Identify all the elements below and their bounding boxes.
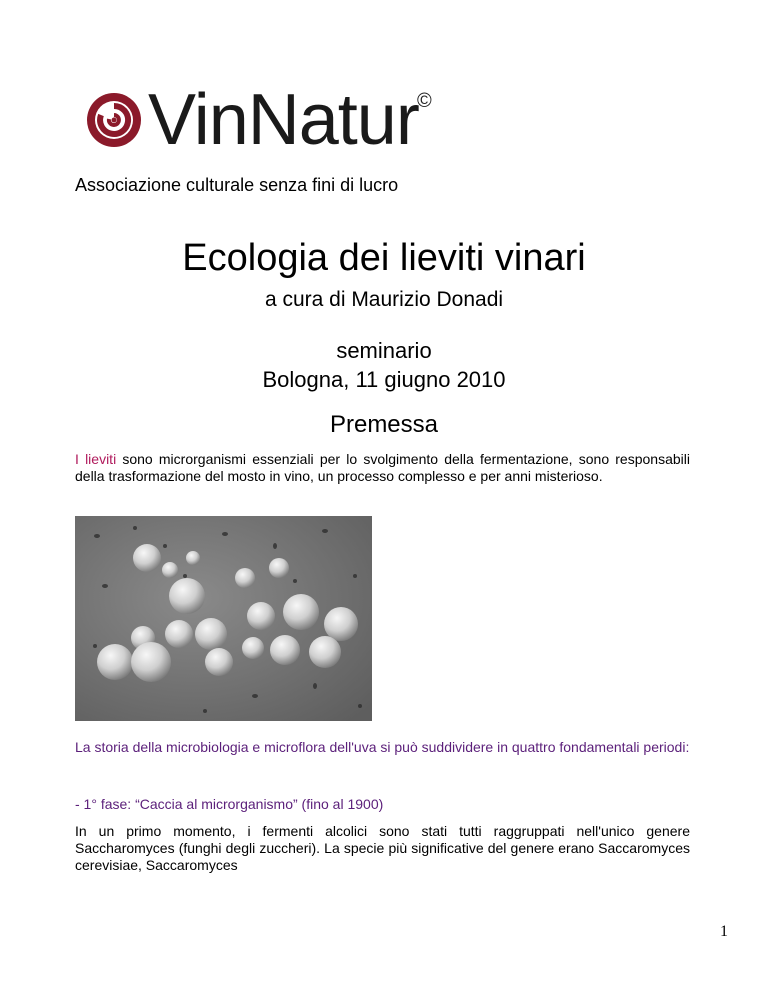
storia-paragraph: La storia della microbiologia e microflora dell'uva si può suddividere in quattro fondamentali periodi:: [75, 739, 690, 755]
logo-wordmark: VinNatur: [148, 80, 419, 160]
page-number: 1: [720, 923, 728, 940]
event-place-date: Bologna, 11 giugno 2010: [262, 367, 506, 392]
spiral-logo-icon: [82, 80, 148, 160]
event-type: seminario: [336, 338, 432, 363]
yeast-cells-graphic: [75, 516, 372, 721]
fase1-heading: - 1° fase: “Caccia al microrganismo” (fino al 1900): [75, 796, 384, 812]
fase1-paragraph: In un primo momento, i fermenti alcolici sono stati tutti raggruppati nell'unico genere Saccharomyces (funghi degli zuccheri). La specie più significative del genere erano Saccaromyces cerevisiae, Saccaromyces: [75, 823, 690, 873]
section-heading: Premessa: [329, 411, 439, 438]
intro-highlight: I lieviti: [75, 451, 117, 467]
tagline: Associazione culturale senza fini di lucro: [75, 175, 399, 195]
vinnatur-logo: [82, 80, 442, 160]
intro-paragraph: [75, 451, 690, 485]
intro-text: sono microrganismi essenziali per lo svolgimento della fermentazione, sono responsabili della trasformazione del mosto in vino, un processo complesso e per anni misterioso.: [75, 451, 690, 484]
event-info: [0, 336, 768, 394]
document-author: a cura di Maurizio Donadi: [264, 288, 504, 311]
yeast-micrograph-image: [75, 516, 372, 721]
document-title: Ecologia dei lieviti vinari: [182, 237, 586, 279]
copyright-symbol: ©: [417, 90, 432, 112]
